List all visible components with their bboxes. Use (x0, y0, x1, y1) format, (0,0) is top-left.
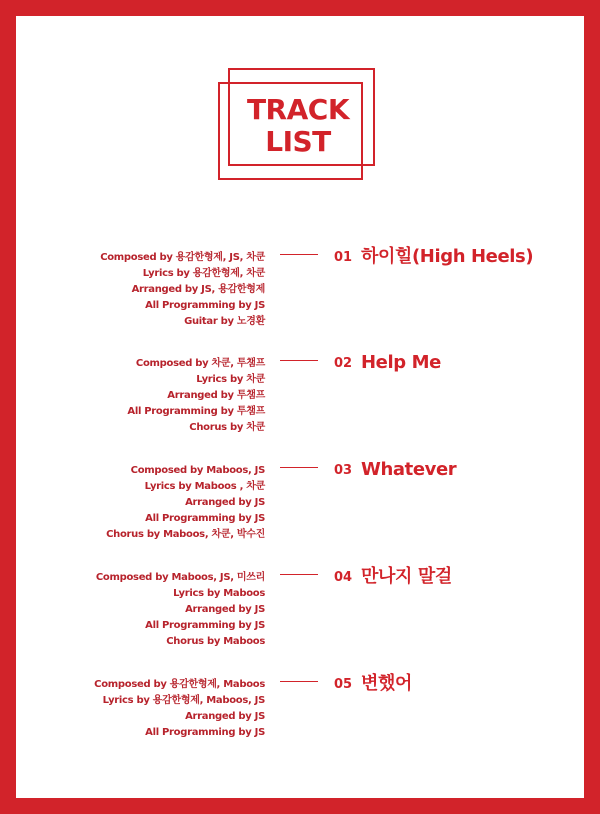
track-title: 변했어 (361, 673, 412, 694)
track-credits (16, 677, 265, 741)
connector-line (280, 360, 318, 361)
credit-line: Guitar by 노경환 (184, 316, 265, 327)
credit-line: Arranged by JS (185, 604, 265, 615)
credit-line: Lyrics by 차쿤 (196, 374, 265, 385)
track-title: Help Me (361, 352, 441, 373)
credit-line: All Programming by JS (145, 620, 265, 631)
credit-line: Arranged by JS, 용감한형제 (131, 284, 265, 295)
title-line-1: TRACK (246, 93, 350, 126)
track-credits (16, 356, 265, 436)
track-credits (16, 463, 265, 543)
credit-line: Composed by 용감한형제, Maboos (94, 679, 265, 690)
track-credits (16, 250, 265, 330)
title-frame (218, 68, 388, 178)
track-number: 04 (334, 570, 353, 585)
credit-line: Arranged by JS (185, 497, 265, 508)
connector-line (280, 467, 318, 468)
credit-line: All Programming by JS (145, 727, 265, 738)
credit-line: Lyrics by Maboos (173, 588, 265, 599)
track-title: 하이힐(High Heels) (361, 246, 534, 267)
credit-line: Lyrics by 용감한형제, Maboos, JS (102, 695, 265, 706)
connector-line (280, 254, 318, 255)
credit-line: All Programming by 투챔프 (127, 406, 265, 417)
credit-line: Chorus by 차쿤 (189, 422, 265, 433)
credit-line: Composed by 용감한형제, JS, 차쿤 (100, 252, 265, 263)
credit-line: Composed by Maboos, JS (130, 465, 265, 476)
title-line-2: LIST (265, 125, 331, 158)
credit-line: All Programming by JS (145, 513, 265, 524)
credit-line: Chorus by Maboos, 차쿤, 박수진 (106, 529, 265, 540)
connector-line (280, 574, 318, 575)
page-title (218, 94, 378, 158)
credit-line: Arranged by JS (185, 711, 265, 722)
track-number: 05 (334, 677, 353, 692)
track-credits (16, 570, 265, 650)
track-number: 02 (334, 356, 353, 371)
track-number: 03 (334, 463, 353, 478)
track-title: 만나지 말걸 (361, 566, 452, 587)
credit-line: Composed by 차쿤, 투챔프 (135, 358, 265, 369)
credit-line: Arranged by 투챔프 (167, 390, 265, 401)
credit-line: Lyrics by Maboos , 차쿤 (144, 481, 265, 492)
credit-line: All Programming by JS (145, 300, 265, 311)
credit-line: Lyrics by 용감한형제, 차쿤 (142, 268, 265, 279)
track-title: Whatever (361, 459, 457, 480)
credit-line: Composed by Maboos, JS, 미쓰리 (95, 572, 265, 583)
track-number: 01 (334, 250, 353, 265)
connector-line (280, 681, 318, 682)
credit-line: Chorus by Maboos (166, 636, 265, 647)
